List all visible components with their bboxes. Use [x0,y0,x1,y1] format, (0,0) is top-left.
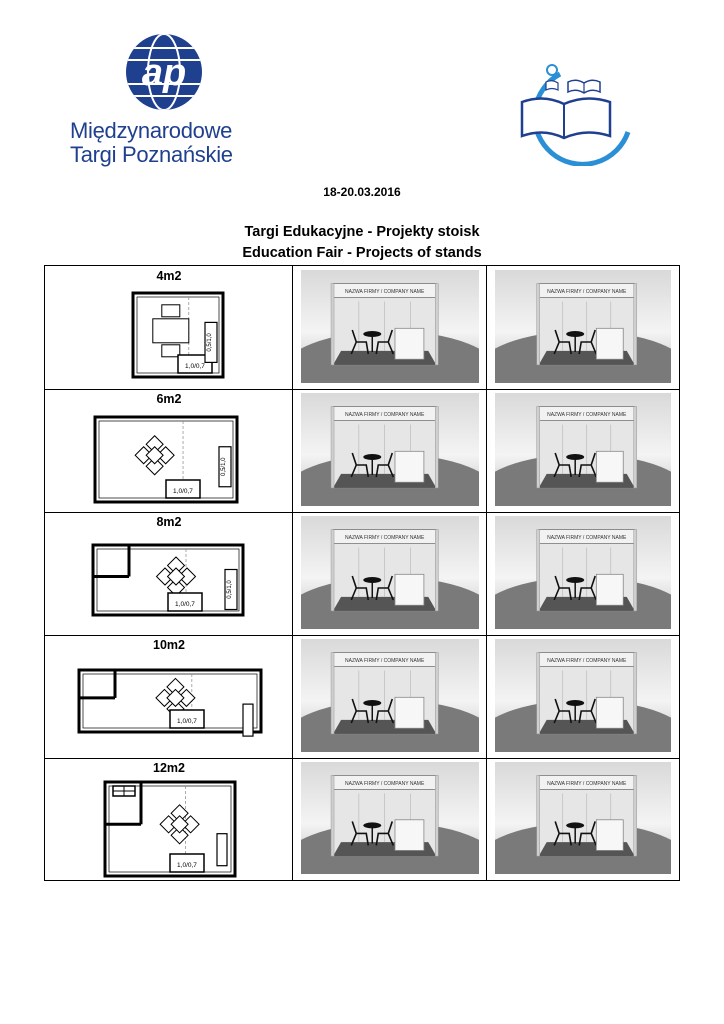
stand-row [45,758,679,880]
fascia-company-name: NAZWA FIRMY / COMPANY NAME [547,289,627,296]
stand-3d-render [301,762,479,874]
globe-icon [122,32,206,112]
plan-table-label: 1,0/0,7 [177,862,197,869]
fascia-company-name: NAZWA FIRMY / COMPANY NAME [345,658,425,665]
plan-counter-label: 0,5/1,0 [207,333,213,352]
document-title-polish: Targi Edukacyjne - Projekty stoisk [244,224,480,240]
fascia-company-name: NAZWA FIRMY / COMPANY NAME [345,535,425,542]
stand-floor-plan [45,758,293,880]
plan-table-label: 1,0/0,7 [177,718,197,725]
table-chairs-icon [135,436,174,475]
stand-floor-plan [45,512,293,635]
floor-plan-cell [45,635,293,758]
stand-row [45,266,679,390]
stand-render-front-view [293,512,487,635]
stand-render-front-view [293,635,487,758]
plan-counter-label: 0,5/1,0 [221,457,227,476]
stand-render-front-view [293,758,487,880]
stand-row [45,635,679,759]
table-chairs-icon [157,557,196,596]
stand-size-label: 10m2 [153,638,185,652]
floor-plan-cell [45,389,293,512]
stand-render-side-view [487,266,679,389]
stand-floor-plan [45,635,293,758]
stand-3d-render [301,393,479,506]
stand-size-label: 8m2 [156,515,182,529]
stand-3d-render [495,639,671,752]
floor-plan-cell [45,266,293,389]
event-date: 18-20.03.2016 [323,185,401,199]
book-icon [500,56,640,166]
document-title-english: Education Fair - Projects of stands [242,245,482,261]
stand-3d-render [301,270,479,383]
organizer-logo [70,32,260,172]
plan-table-label: 1,0/0,7 [175,601,195,608]
stand-floor-plan [45,266,293,389]
floor-plan-cell [45,758,293,880]
table-chairs-icon [160,805,199,844]
plan-table-label: 1,0/0,7 [173,488,193,495]
stand-floor-plan [45,389,293,512]
stand-3d-render [495,762,671,874]
fascia-company-name: NAZWA FIRMY / COMPANY NAME [547,535,627,542]
organizer-name-line1: Międzynarodowe [70,118,233,143]
svg-text:ap: ap [141,52,187,94]
fascia-company-name: NAZWA FIRMY / COMPANY NAME [345,289,425,296]
organizer-name-line2: Targi Poznańskie [70,142,233,167]
stand-3d-render [301,639,479,752]
fascia-company-name: NAZWA FIRMY / COMPANY NAME [547,412,627,419]
stand-render-side-view [487,389,679,512]
stand-row [45,512,679,636]
fascia-company-name: NAZWA FIRMY / COMPANY NAME [345,780,425,787]
stand-3d-render [495,393,671,506]
stand-3d-render [495,516,671,629]
stand-size-label: 12m2 [153,761,185,775]
stand-render-side-view [487,635,679,758]
plan-counter-label: 0,5/1,0 [227,580,233,599]
plan-table-label: 1,0/0,7 [185,363,205,370]
stand-size-label: 4m2 [156,269,182,283]
stands-table [44,265,680,881]
stand-render-side-view [487,512,679,635]
floor-plan-cell [45,512,293,635]
stand-3d-render [495,270,671,383]
table-chairs-icon [153,305,189,357]
fascia-company-name: NAZWA FIRMY / COMPANY NAME [345,412,425,419]
stand-render-side-view [487,758,679,880]
stand-size-label: 6m2 [156,392,182,406]
stand-render-front-view [293,266,487,389]
fascia-company-name: NAZWA FIRMY / COMPANY NAME [547,658,627,665]
fair-logo [500,56,640,166]
stand-row [45,389,679,513]
stand-3d-render [301,516,479,629]
stand-render-front-view [293,389,487,512]
fascia-company-name: NAZWA FIRMY / COMPANY NAME [547,780,627,787]
